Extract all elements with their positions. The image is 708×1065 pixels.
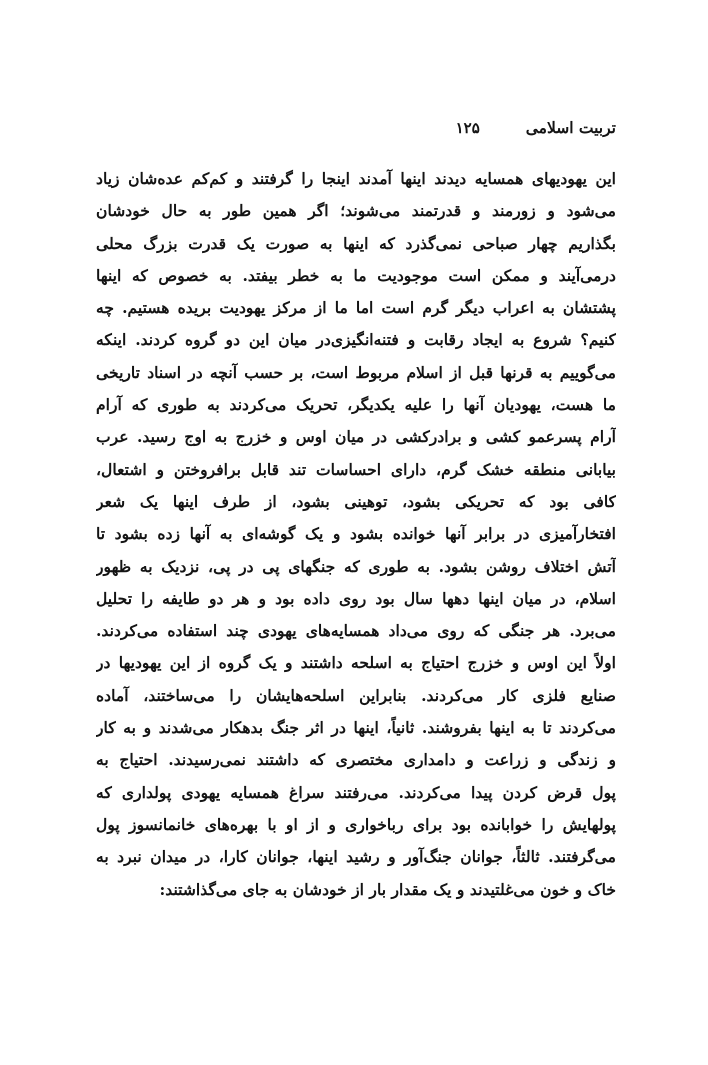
book-title: تربیت اسلامی: [525, 118, 616, 137]
body-text: [96, 163, 616, 906]
text-line: و زندگی و زراعت و دامداری مختصری که داشتند نمی‌رسیدند. احتیاج به: [96, 750, 616, 770]
text-line: ما هست، یهودیان آنها را علیه یکدیگر، تحریک می‌کردند به طوری که آرام: [96, 395, 616, 415]
page-number: ۱۲۵: [455, 119, 480, 137]
text-line: اولاً این اوس و خزرج احتیاج به اسلحه داشتند و یک گروه از این یهودیها در: [96, 653, 616, 673]
text-line: می‌برد. هر جنگی که روی می‌داد همسایه‌های یهودی چند استفاده می‌کردند.: [96, 621, 616, 641]
text-line: افتخارآمیزی در برابر آنها خوانده بشود و یک گوشه‌ای به آنها زده بشود تا: [96, 524, 616, 544]
text-line: پشتشان به اعراب دیگر گرم است اما ما از مرکز یهودیت بریده هستیم. چه: [96, 298, 616, 318]
text-line: آرام پسرعمو کشی و برادرکشی در میان اوس و خزرج به اوج رسید. عرب: [96, 427, 616, 447]
text-line: می‌کردند تا به اینها بفروشند. ثانیاً، اینها در اثر جنگ بدهکار می‌شدند و به کار: [96, 718, 616, 738]
text-line: می‌گرفتند. ثالثاً، جوانان جنگ‌آور و رشید اینها، جوانان کارا، در میدان نبرد به: [96, 847, 616, 867]
text-line: بیابانی منطقه خشک گرم، دارای احساسات تند قابل برافروختن و اشتعال،: [96, 459, 616, 479]
text-line: خاک و خون می‌غلتیدند و یک مقدار بار از خودشان به جای می‌گذاشتند:: [159, 879, 616, 899]
running-header: [96, 118, 616, 144]
text-line: می‌شود و زورمند و قدرتمند می‌شوند؛ اگر همین طور به حال خودشان: [96, 201, 616, 221]
text-line: این یهودیهای همسایه دیدند اینها آمدند اینجا را گرفتند و کم‌کم عده‌شان زیاد: [96, 169, 616, 188]
text-line: پول قرض کردن پیدا می‌کردند. می‌رفتند سراغ همسایه یهودی پولداری که: [96, 782, 616, 802]
text-line: کنیم؟ شروع به ایجاد رقابت و فتنه‌انگیزی‌در میان این دو گروه کردند. اینکه: [96, 330, 616, 350]
text-line: صنایع فلزی کار می‌کردند. بنابراین اسلحه‌هایشان را می‌ساختند، آماده: [96, 685, 616, 705]
text-line: درمی‌آیند و ممکن است موجودیت ما به خطر بیفتد. به خصوص که اینها: [96, 265, 616, 285]
text-line: آتش اختلاف روشن بشود. به طوری که جنگهای پی در پی، نزدیک به ظهور: [96, 556, 616, 576]
text-line: می‌گوییم به قرنها قبل از اسلام مربوط است، بر حسب آنچه در اسناد تاریخی: [96, 362, 616, 382]
text-line: بگذاریم چهار صباحی نمی‌گذرد که اینها به صورت یک قدرت بزرگ محلی: [96, 233, 616, 253]
text-line: اسلام، در میان اینها دهها سال بود روی داده بود و هر دو طایفه را تحلیل: [96, 588, 616, 608]
text-line: پولهایش را خوابانده بود برای رباخواری و از او با بهره‌های خانمانسوز پول: [96, 814, 616, 834]
text-line: کافی بود که تحریکی بشود، توهینی بشود، از طرف اینها یک شعر: [96, 491, 616, 511]
